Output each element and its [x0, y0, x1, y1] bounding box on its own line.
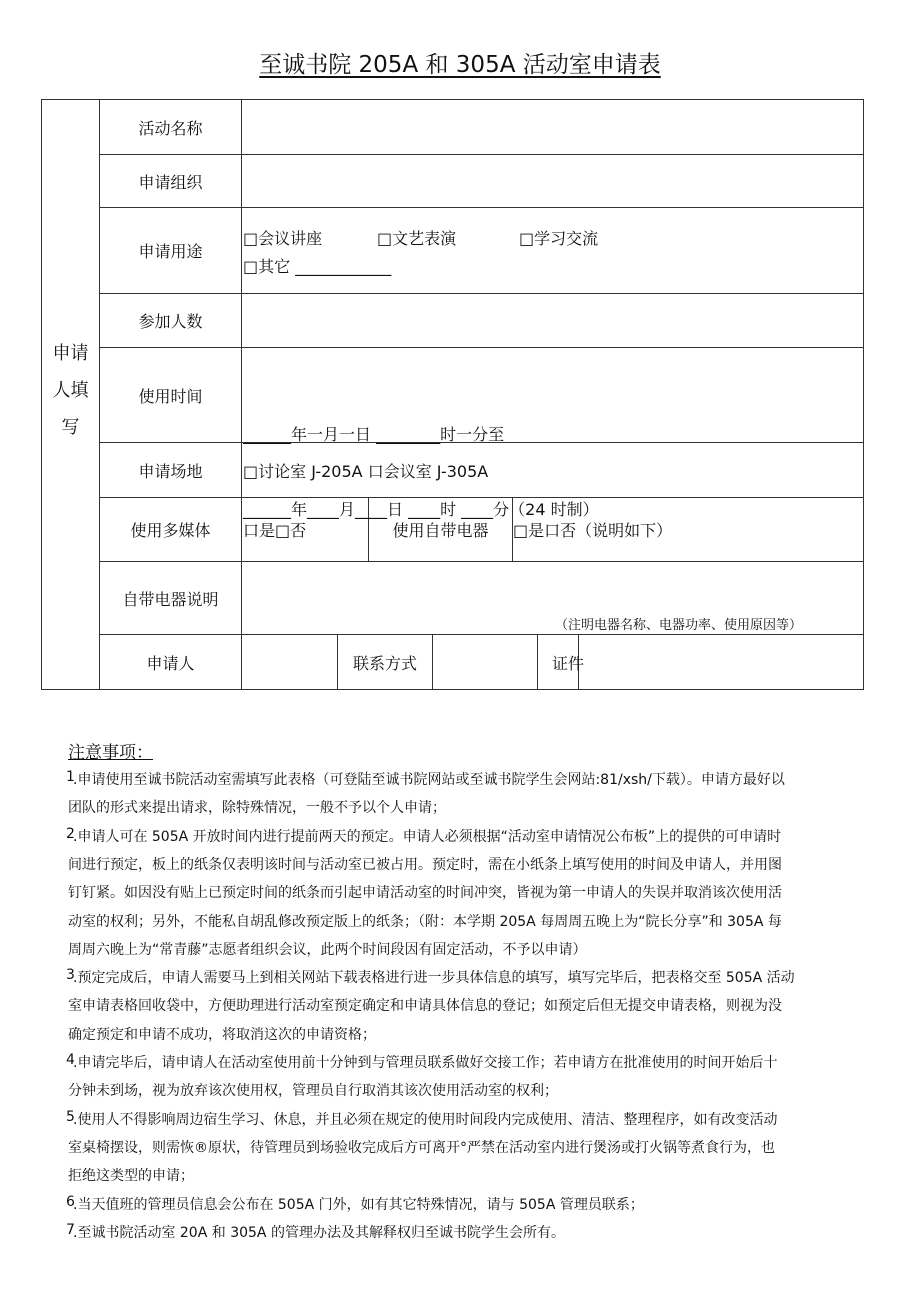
venue-options[interactable]: □讨论室 J-205A 口会议室 J-305A — [243, 461, 489, 481]
applicant-field[interactable] — [242, 635, 337, 689]
multimedia-label: 使用多媒体 — [130, 521, 211, 540]
contact-label: 联系方式 — [352, 653, 417, 673]
time-start-line: ______年一月一日 ________时一分至 — [243, 425, 505, 444]
note-line: 周周六晚上为“常青藤”志愿者组织会议，此两个时间段因有固定活动，不予以申请） — [68, 941, 587, 958]
note-line: .使用人不得影响周边宿生学习、休息，并且必须在规定的使用时间段内完成使用、清洁、整理程序，如有改变活动 — [73, 1111, 778, 1128]
applicant-section-label — [42, 335, 99, 446]
own-devices-label: 使用自带电器 — [392, 521, 489, 540]
device-desc-note: （注明电器名称、电器功率、使用原因等） — [555, 618, 803, 633]
note-number: 5 — [66, 1108, 75, 1125]
purpose-option-lecture[interactable]: □会议讲座 — [243, 229, 323, 248]
note-line: .至诚书院活动室 20A 和 305A 的管理办法及其解释权归至诚书院学生会所有。 — [73, 1224, 565, 1241]
side-label-line: 写 — [61, 417, 80, 438]
note-line: .申请完毕后，请申请人在活动室使用前十分钟到与管理员联系做好交接工作；若申请方在批准使用的时间开始后十 — [73, 1055, 778, 1071]
note-line: .申请使用至诚书院活动室需填写此表格（可登陆至诚书院网站或至诚书院学生会网站:81/xsh/下载）。申请方最好以 — [73, 772, 785, 788]
venue-label: 申请场地 — [138, 461, 203, 481]
note-line: .当天值班的管理员信息会公布在 505A 门外，如有其它特殊情况，请与 505A 管理员联系； — [73, 1196, 644, 1213]
note-line: 确定预定和申请不成功，将取消这次的申请资格； — [68, 1026, 376, 1043]
side-label-line: 申请 — [52, 343, 89, 364]
time-end-line: ______年____月____日 ____时 ____分（24 时制） — [243, 500, 599, 519]
note-line: 室桌椅摆设，则需恢®原状，待管理员到场验收完成后方可离开°严禁在活动室内进行煲汤或打火锅等煮食行为，也 — [68, 1139, 775, 1156]
note-number: 4 — [66, 1052, 75, 1068]
time-label: 使用时间 — [138, 386, 203, 406]
note-line: 团队的形式来提出请求，除特殊情况，一般不予以个人申请； — [68, 800, 446, 817]
id-field[interactable] — [579, 635, 863, 689]
participants-label: 参加人数 — [138, 312, 203, 331]
organization-label: 申请组织 — [138, 172, 203, 192]
purpose-label: 申请用途 — [138, 242, 203, 261]
contact-field[interactable] — [433, 635, 537, 689]
note-line: 间进行预定，板上的纸条仅表明该时间与活动室已被占用。预定时，需在小纸条上填写使用的时间及申请人，并用图 — [68, 856, 782, 873]
note-number: 3 — [66, 967, 75, 984]
device-desc-label: 自带电器说明 — [122, 589, 219, 609]
note-number: 7 — [66, 1221, 75, 1238]
purpose-option-study[interactable]: □学习交流 — [519, 229, 599, 248]
own-devices-options[interactable]: □是口否（说明如下） — [513, 521, 673, 540]
multimedia-options[interactable]: 口是□否 — [243, 521, 307, 540]
note-line: .申请人可在 505A 开放时间内进行提前两天的预定。申请人必须根据“活动室申请情况公布板”上的提供的可申请时 — [73, 828, 782, 845]
note-number: 6 — [66, 1193, 75, 1210]
form-title: 至诚书院 205A 和 305A 活动室申请表 — [259, 52, 661, 78]
purpose-option-performance[interactable]: □文艺表演 — [377, 229, 457, 248]
id-label: 证件 — [552, 653, 585, 673]
note-line: 拒绝这类型的申请； — [68, 1168, 194, 1185]
note-number: 1 — [66, 769, 75, 785]
note-line: 室申请表格回收袋中，方便助理进行活动室预定确定和申请具体信息的登记；如预定后但无提交申请表格，则视为没 — [68, 998, 782, 1015]
applicant-label: 申请人 — [146, 653, 195, 673]
note-number: 2 — [66, 825, 75, 842]
note-line: .预定完成后，申请人需要马上到相关网站下载表格进行进一步具体信息的填写，填写完毕后，把表格交至 505A 活动 — [73, 970, 795, 987]
purpose-options — [243, 226, 853, 286]
note-line: 动室的权利；另外，不能私自胡乱修改预定版上的纸条；（附：本学期 205A 每周周五晚上为“院长分享”和 305A 每 — [68, 913, 782, 930]
activity-name-field[interactable] — [242, 100, 863, 154]
purpose-option-other[interactable]: □其它 ____________ — [243, 257, 392, 276]
activity-name-label: 活动名称 — [138, 118, 203, 138]
note-line: 钉钉紧。如因没有贴上已预定时间的纸条而引起申请活动室的时间冲突，皆视为第一申请人的失误并取消该次使用活 — [68, 885, 782, 902]
notes-title: 注意事项： — [68, 743, 153, 763]
organization-field[interactable] — [242, 155, 863, 207]
participants-field[interactable] — [242, 294, 863, 347]
note-line: 分钟未到场，视为放弃该次使用权，管理员自行取消其该次使用活动室的权利； — [68, 1083, 558, 1100]
side-label-line: 人填 — [52, 380, 89, 401]
